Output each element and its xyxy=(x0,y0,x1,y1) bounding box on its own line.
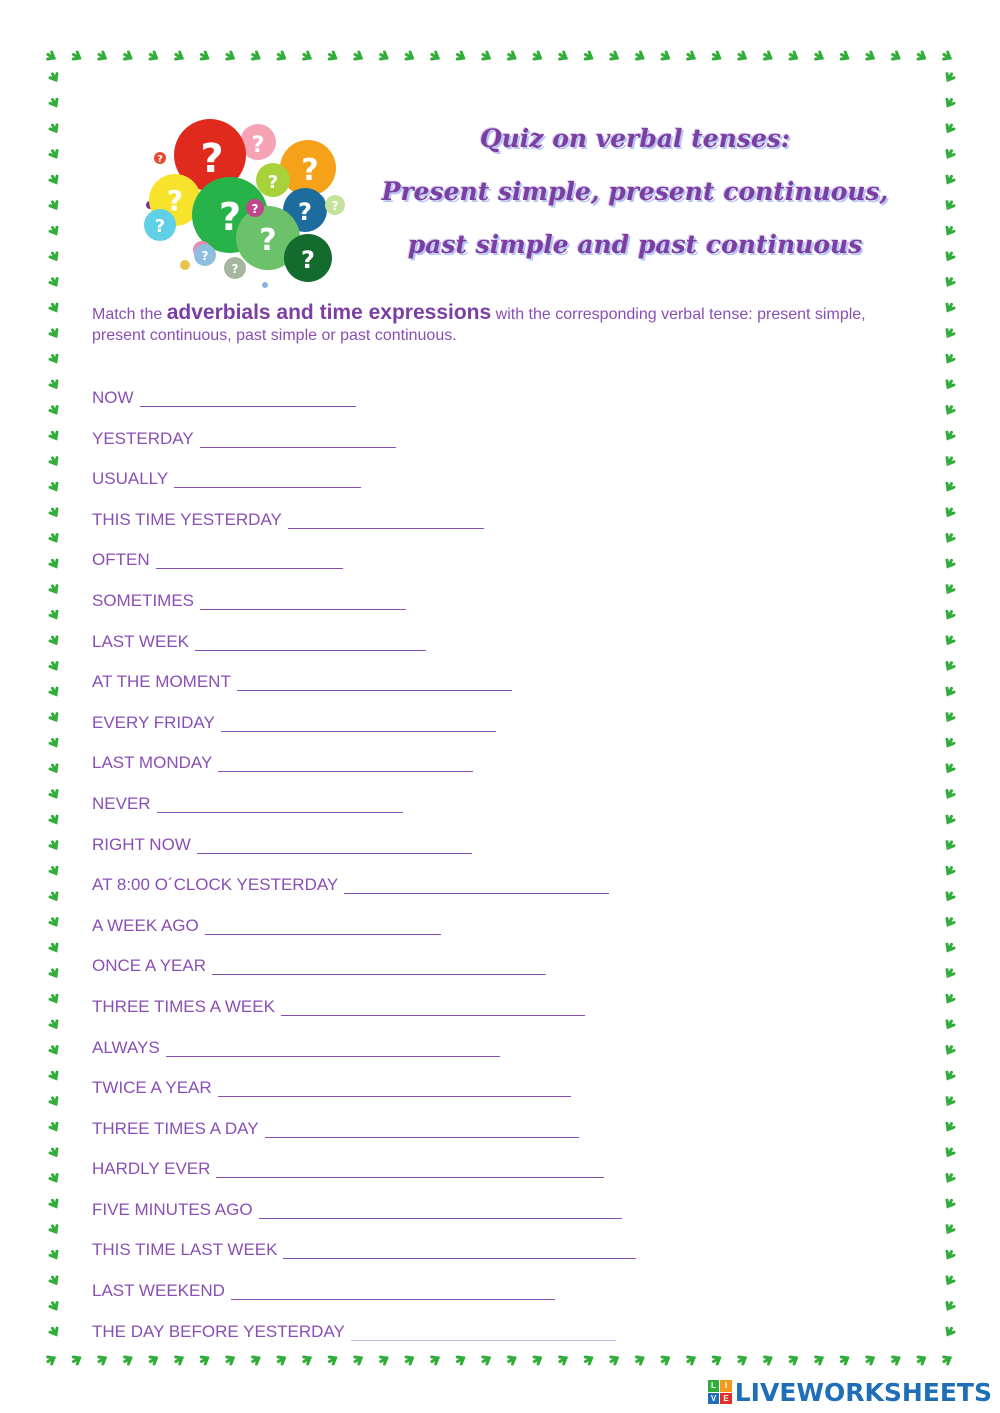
logo-tile: V xyxy=(708,1393,720,1405)
answer-blank[interactable] xyxy=(265,1119,579,1138)
expression-label: OFTEN xyxy=(92,550,150,570)
expression-label: SOMETIMES xyxy=(92,590,195,610)
svg-text:?: ? xyxy=(231,262,239,276)
svg-text:?: ? xyxy=(166,184,184,217)
svg-text:?: ? xyxy=(200,136,224,182)
expression-label: LAST MONDAY xyxy=(92,753,213,773)
expression-label: HARDLY EVER xyxy=(92,1159,211,1179)
list-item xyxy=(92,956,636,997)
list-item xyxy=(92,672,636,713)
answer-blank[interactable] xyxy=(221,713,496,732)
answer-blank[interactable] xyxy=(197,835,472,854)
expression-label: THIS TIME LAST WEEK xyxy=(92,1240,278,1260)
list-item xyxy=(92,875,636,916)
list-item xyxy=(92,997,636,1038)
logo-text: LIVEWORKSHEETS xyxy=(734,1377,992,1407)
expression-label: ONCE A YEAR xyxy=(92,956,207,976)
list-item xyxy=(92,429,636,470)
expression-label: EVERY FRIDAY xyxy=(92,712,215,732)
answer-blank[interactable] xyxy=(205,916,441,935)
answer-blank[interactable] xyxy=(237,672,512,691)
list-item xyxy=(92,1119,636,1160)
expression-label: AT THE MOMENT xyxy=(92,672,231,692)
list-item xyxy=(92,632,636,673)
list-item xyxy=(92,510,636,551)
svg-text:?: ? xyxy=(267,172,279,193)
answer-blank[interactable] xyxy=(174,469,361,488)
expression-list xyxy=(92,388,636,1362)
answer-blank[interactable] xyxy=(281,997,585,1016)
title-line-2: Present simple, present continuous, xyxy=(381,177,889,206)
svg-text:?: ? xyxy=(298,198,312,226)
expression-label: NEVER xyxy=(92,793,151,813)
expression-label: LAST WEEKEND xyxy=(92,1281,225,1301)
expression-label: AT 8:00 O´CLOCK YESTERDAY xyxy=(92,875,339,895)
expression-label: THREE TIMES A DAY xyxy=(92,1118,259,1138)
logo-tile: E xyxy=(720,1393,732,1405)
list-item xyxy=(92,1078,636,1119)
answer-blank[interactable] xyxy=(351,1322,616,1341)
answer-blank[interactable] xyxy=(288,510,484,529)
list-item xyxy=(92,550,636,591)
title-line-1: Quiz on verbal tenses: xyxy=(479,124,791,153)
expression-label: USUALLY xyxy=(92,469,169,489)
answer-blank[interactable] xyxy=(218,1078,571,1097)
expression-label: FIVE MINUTES AGO xyxy=(92,1199,253,1219)
answer-blank[interactable] xyxy=(166,1038,500,1057)
expression-label: ALWAYS xyxy=(92,1037,160,1057)
instructions xyxy=(92,302,912,346)
answer-blank[interactable] xyxy=(156,550,343,569)
question-bubbles-image xyxy=(130,110,345,288)
svg-text:?: ? xyxy=(251,202,259,216)
answer-blank[interactable] xyxy=(157,794,403,813)
answer-blank[interactable] xyxy=(216,1159,604,1178)
liveworksheets-icon xyxy=(708,1380,732,1404)
list-item xyxy=(92,591,636,632)
expression-label: LAST WEEK xyxy=(92,631,189,651)
list-item xyxy=(92,1281,636,1322)
answer-blank[interactable] xyxy=(218,753,473,772)
answer-blank[interactable] xyxy=(200,429,396,448)
list-item xyxy=(92,1038,636,1079)
answer-blank[interactable] xyxy=(259,1200,622,1219)
expression-label: A WEEK AGO xyxy=(92,915,199,935)
svg-text:?: ? xyxy=(218,195,242,239)
svg-text:?: ? xyxy=(331,199,339,213)
svg-text:?: ? xyxy=(251,133,265,158)
instructions-pre: Match the xyxy=(92,306,167,323)
svg-text:?: ? xyxy=(301,153,319,188)
svg-text:?: ? xyxy=(301,246,315,274)
expression-label: RIGHT NOW xyxy=(92,834,191,854)
instructions-bold: adverbials and time expressions xyxy=(166,301,492,324)
list-item xyxy=(92,713,636,754)
answer-blank[interactable] xyxy=(195,632,426,651)
expression-label: THIS TIME YESTERDAY xyxy=(92,509,282,529)
answer-blank[interactable] xyxy=(231,1281,555,1300)
logo-tile: L xyxy=(708,1380,720,1392)
svg-text:?: ? xyxy=(201,249,209,263)
svg-text:?: ? xyxy=(259,223,277,258)
title-line-3: past simple and past continuous xyxy=(407,230,863,259)
liveworksheets-logo xyxy=(708,1377,992,1407)
list-item xyxy=(92,835,636,876)
list-item xyxy=(92,753,636,794)
quiz-title xyxy=(330,112,940,271)
expression-label: TWICE A YEAR xyxy=(92,1078,212,1098)
answer-blank[interactable] xyxy=(200,591,406,610)
list-item xyxy=(92,916,636,957)
list-item xyxy=(92,1200,636,1241)
list-item xyxy=(92,469,636,510)
list-item xyxy=(92,388,636,429)
list-item xyxy=(92,1240,636,1281)
list-item xyxy=(92,794,636,835)
logo-tile: I xyxy=(720,1380,732,1392)
answer-blank[interactable] xyxy=(344,875,609,894)
instructions-post: with the corresponding verbal tense: present simple, present continuous, past simple or past continuous. xyxy=(92,306,866,344)
svg-text:?: ? xyxy=(154,216,166,237)
list-item xyxy=(92,1322,636,1363)
svg-text:?: ? xyxy=(157,154,163,165)
expression-label: NOW xyxy=(92,388,134,407)
answer-blank[interactable] xyxy=(283,1240,636,1259)
answer-blank[interactable] xyxy=(140,388,356,407)
answer-blank[interactable] xyxy=(212,956,546,975)
expression-label: THE DAY BEFORE YESTERDAY xyxy=(92,1321,345,1341)
expression-label: YESTERDAY xyxy=(92,428,194,448)
expression-label: THREE TIMES A WEEK xyxy=(92,996,275,1016)
list-item xyxy=(92,1159,636,1200)
